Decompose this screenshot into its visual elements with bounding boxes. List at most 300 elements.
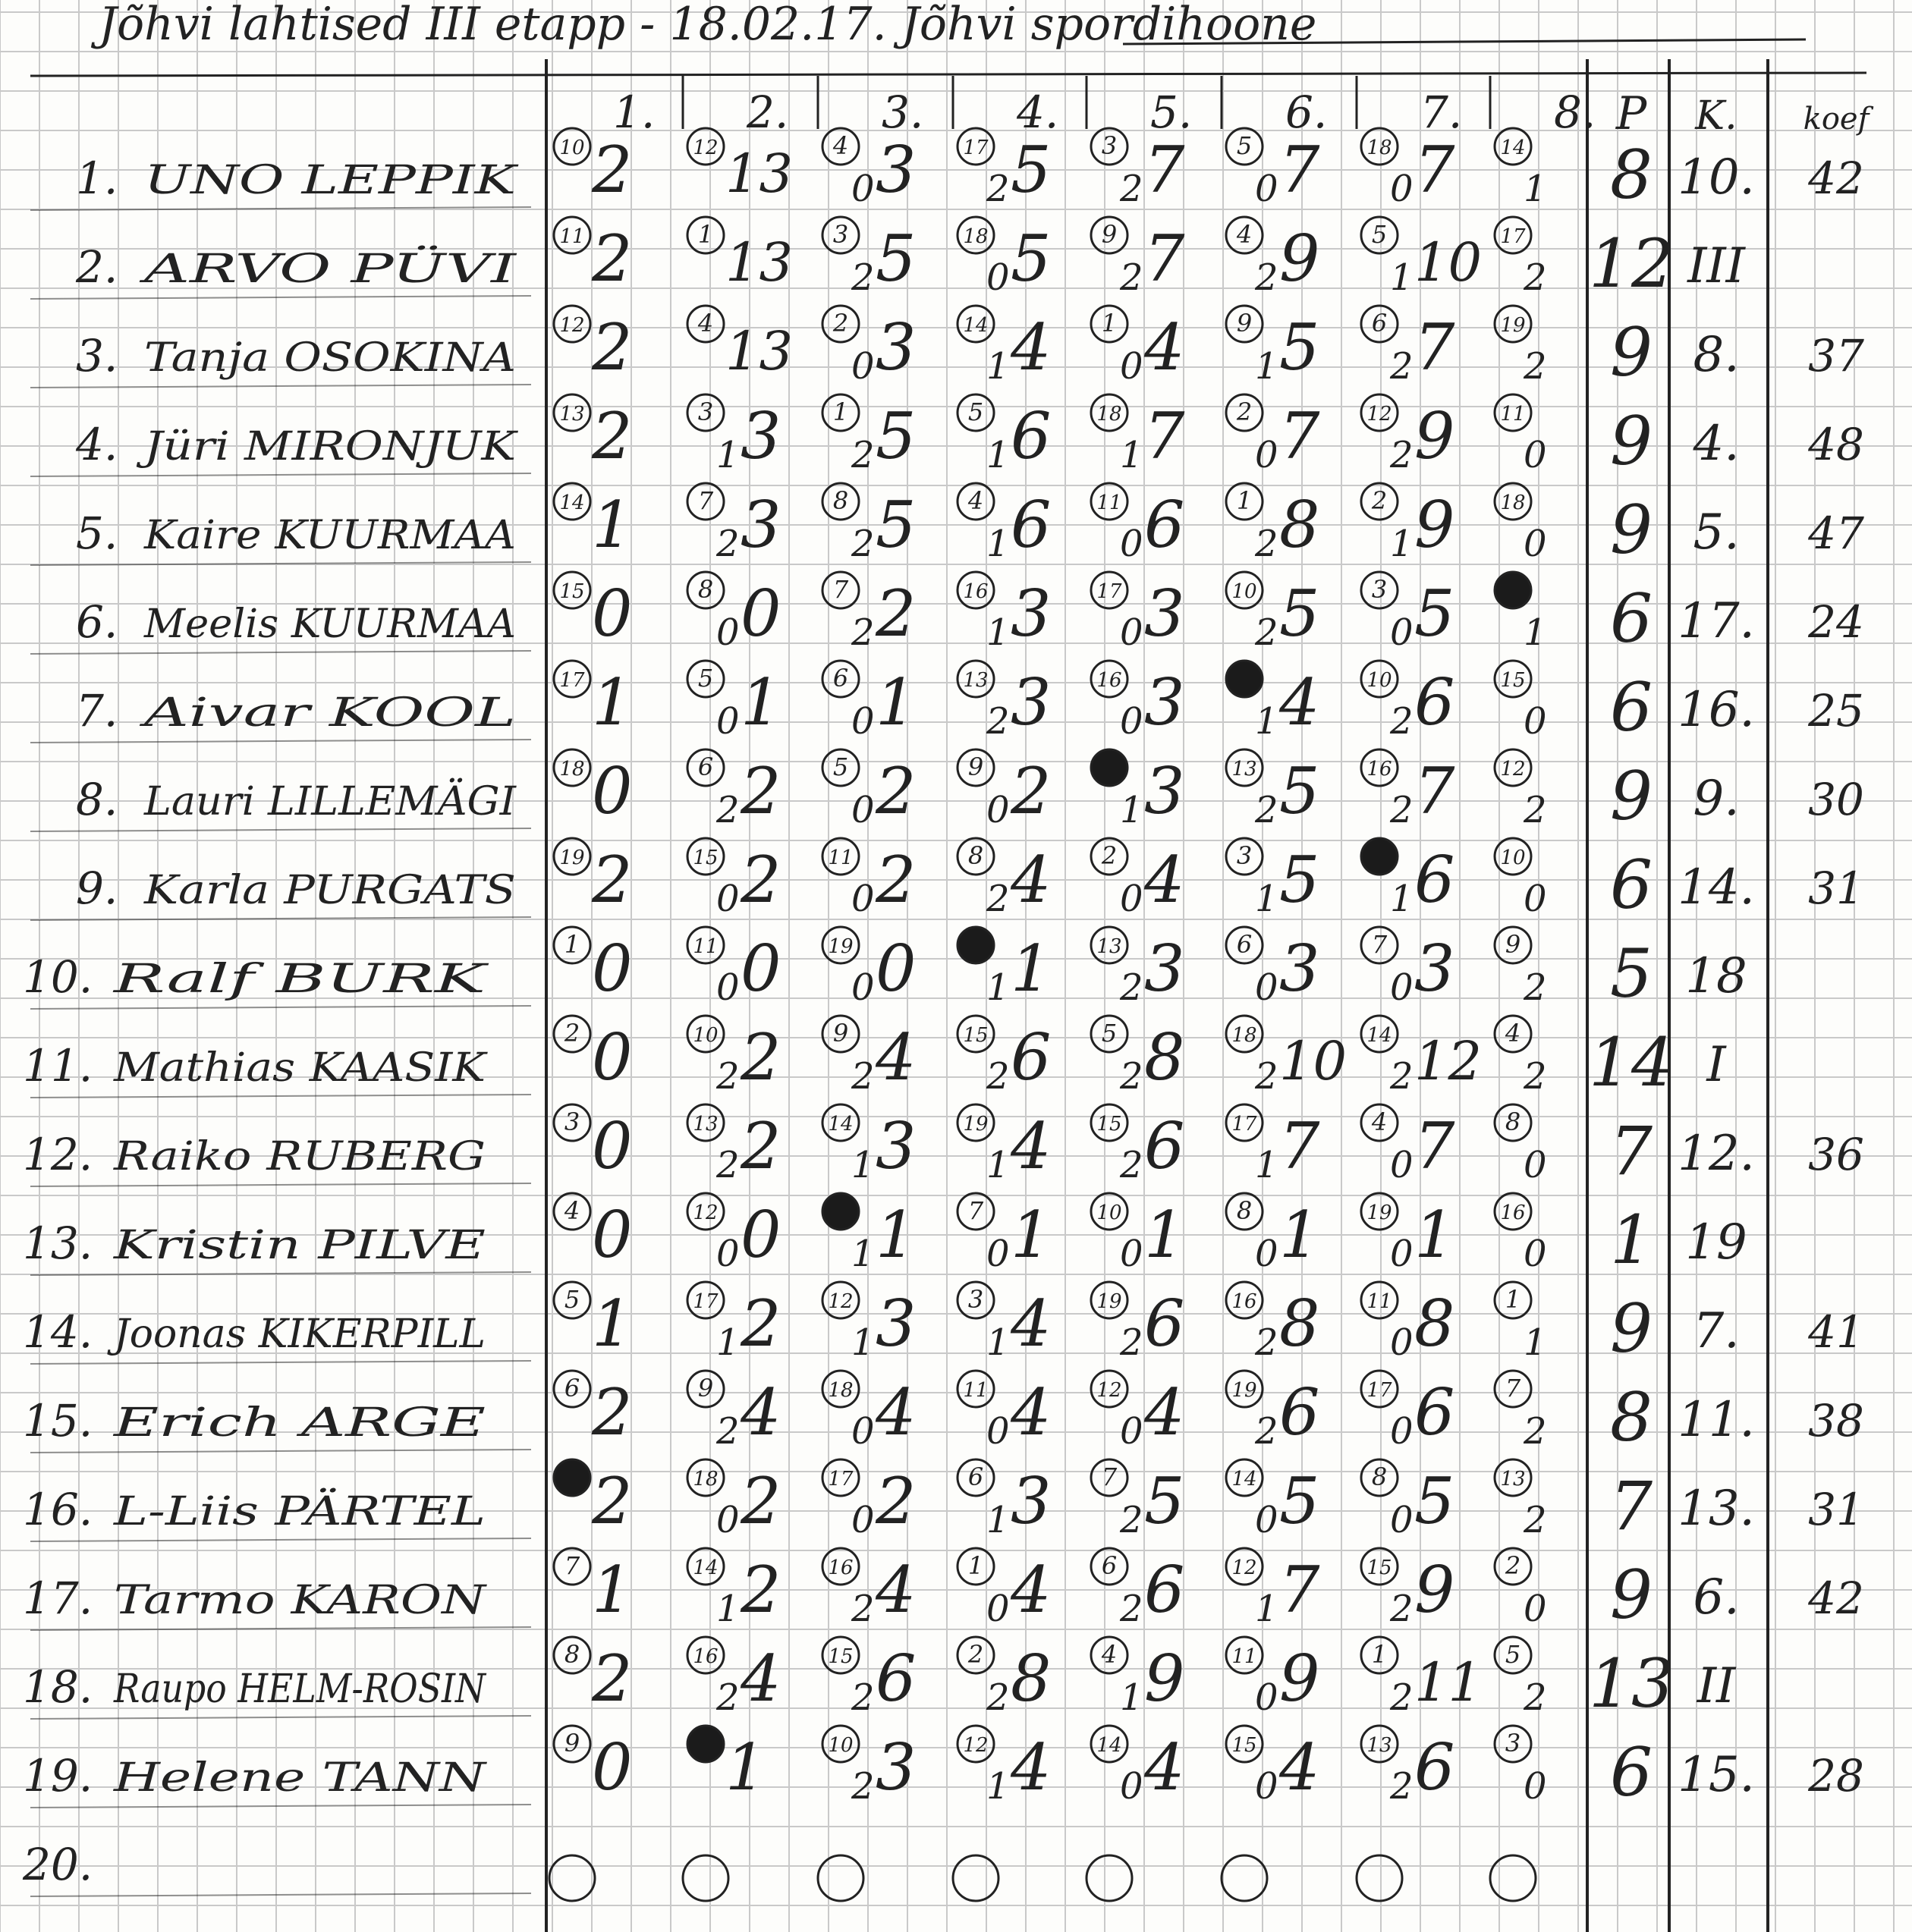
round-cell xyxy=(554,1726,632,1805)
opponent-circle-icon xyxy=(549,1855,595,1901)
cumulative-points: 4 xyxy=(1279,1730,1320,1805)
opponent-number: 19 xyxy=(963,1113,989,1136)
opponent-number: 17 xyxy=(963,137,989,159)
cumulative-points: 10 xyxy=(1414,231,1483,294)
cumulative-points: 1 xyxy=(592,665,633,740)
player-number: 20. xyxy=(23,1839,93,1890)
cumulative-points: 2 xyxy=(876,843,917,917)
cumulative-points: 0 xyxy=(592,1198,633,1272)
koef-value: 41 xyxy=(1808,1306,1864,1358)
round-cell xyxy=(958,217,1051,299)
round-cell xyxy=(1222,1855,1267,1901)
opponent-number: 18 xyxy=(1366,137,1392,159)
cumulative-points: 7 xyxy=(1414,310,1455,385)
bye-mark-icon xyxy=(822,1193,859,1230)
game-result: 2 xyxy=(1524,1410,1547,1453)
player-number: 15. xyxy=(23,1395,93,1447)
cumulative-points: 5 xyxy=(1144,1464,1185,1538)
player-number: 9. xyxy=(76,862,118,914)
player-number: 1. xyxy=(76,152,118,204)
koef-value: 42 xyxy=(1808,1572,1864,1624)
round-header: 4. xyxy=(1017,86,1059,138)
opponent-number: 16 xyxy=(828,1557,854,1579)
name-underline xyxy=(30,473,531,476)
opponent-number: 2 xyxy=(1371,486,1388,515)
opponent-number: 3 xyxy=(1236,841,1253,870)
round-cell xyxy=(958,661,1051,743)
game-result: 1 xyxy=(1255,1144,1278,1186)
cumulative-points: 2 xyxy=(876,1464,917,1538)
cumulative-points: 5 xyxy=(1279,310,1320,385)
game-result: 0 xyxy=(986,1588,1010,1630)
game-result: 2 xyxy=(851,1676,875,1719)
cumulative-points: 4 xyxy=(876,1020,917,1095)
koef-value: 25 xyxy=(1808,685,1864,737)
final-place: 19 xyxy=(1685,1214,1747,1271)
name-underline xyxy=(30,828,531,831)
round-cell xyxy=(1361,661,1454,743)
table-row xyxy=(23,1637,1737,1723)
table-row xyxy=(23,927,1747,1013)
round-cell xyxy=(822,572,916,654)
round-cell xyxy=(554,306,632,385)
game-result: 2 xyxy=(1120,966,1143,1009)
opponent-number: 11 xyxy=(693,935,719,958)
round-cell xyxy=(1226,1726,1319,1808)
game-result: 2 xyxy=(851,434,875,476)
opponent-number: 1 xyxy=(564,930,580,959)
round-cell xyxy=(1226,1016,1347,1098)
opponent-number: 12 xyxy=(559,314,585,337)
opponent-number: 1 xyxy=(1505,1285,1521,1314)
total-points: 9 xyxy=(1610,491,1653,569)
total-points: 7 xyxy=(1610,1112,1653,1190)
player-name: Ralf BURK xyxy=(112,957,490,1002)
game-result: 2 xyxy=(1390,1765,1414,1808)
opponent-number: 18 xyxy=(1096,403,1122,426)
game-result: 2 xyxy=(1120,256,1143,299)
opponent-number: 10 xyxy=(1366,669,1392,692)
round-cell xyxy=(1361,1016,1482,1098)
opponent-number: 1 xyxy=(1236,486,1253,515)
cumulative-points: 6 xyxy=(876,1641,917,1716)
final-place: 4. xyxy=(1693,416,1740,472)
player-name: Joonas KIKERPILL xyxy=(107,1312,486,1357)
opponent-number: 10 xyxy=(559,137,585,159)
total-points: 8 xyxy=(1610,1378,1653,1456)
koef-value: 42 xyxy=(1808,152,1864,204)
cumulative-points: 2 xyxy=(592,133,633,207)
cumulative-points: 7 xyxy=(1279,133,1320,207)
opponent-number: 8 xyxy=(1505,1107,1521,1136)
opponent-number: 1 xyxy=(697,220,714,249)
opponent-number: 12 xyxy=(828,1290,854,1313)
game-result: 0 xyxy=(1255,168,1278,210)
opponent-number: 13 xyxy=(559,403,585,426)
total-points: 5 xyxy=(1610,935,1653,1013)
opponent-number: 12 xyxy=(1231,1557,1257,1579)
opponent-number: 3 xyxy=(1505,1729,1521,1758)
round-cell xyxy=(822,1016,916,1098)
opponent-number: 5 xyxy=(832,752,849,781)
opponent-number: 3 xyxy=(832,220,849,249)
cumulative-points: 3 xyxy=(876,1109,917,1183)
opponent-number: 12 xyxy=(693,1202,719,1224)
final-place: 14. xyxy=(1678,859,1755,916)
game-result: 1 xyxy=(1524,1321,1547,1364)
opponent-number: 14 xyxy=(963,314,989,337)
game-result: 2 xyxy=(1120,168,1143,210)
bye-mark-icon xyxy=(958,927,994,963)
opponent-number: 18 xyxy=(559,758,585,781)
cumulative-points: 3 xyxy=(1144,754,1185,828)
game-result: 0 xyxy=(1390,1144,1414,1186)
opponent-number: 18 xyxy=(1231,1024,1257,1047)
cumulative-points: 0 xyxy=(741,576,781,651)
opponent-number: 11 xyxy=(1500,403,1526,426)
opponent-number: 14 xyxy=(828,1113,854,1136)
game-result: 2 xyxy=(1255,611,1278,654)
opponent-number: 15 xyxy=(1096,1113,1122,1136)
game-result: 2 xyxy=(851,523,875,565)
opponent-number: 9 xyxy=(832,1019,849,1048)
game-result: 2 xyxy=(1390,1588,1414,1630)
opponent-number: 9 xyxy=(1236,309,1253,338)
opponent-number: 7 xyxy=(1371,930,1388,959)
game-result: 0 xyxy=(716,700,740,743)
game-result: 0 xyxy=(851,878,875,920)
player-number: 12. xyxy=(23,1129,93,1180)
opponent-number: 17 xyxy=(559,669,585,692)
opponent-circle-icon xyxy=(1490,1855,1536,1901)
opponent-number: 16 xyxy=(963,580,989,603)
opponent-number: 5 xyxy=(1505,1640,1521,1669)
game-result: 1 xyxy=(1390,523,1414,565)
total-points: 6 xyxy=(1610,1733,1653,1811)
round-cell xyxy=(687,1282,781,1364)
opponent-number: 11 xyxy=(1096,492,1122,514)
game-result: 2 xyxy=(1390,434,1414,476)
round-cell xyxy=(822,661,916,743)
game-result: 1 xyxy=(1255,345,1278,388)
cumulative-points: 6 xyxy=(1414,665,1455,740)
player-number: 10. xyxy=(23,951,93,1003)
cumulative-points: 1 xyxy=(592,1553,633,1627)
game-result: 0 xyxy=(1255,1765,1278,1808)
player-number: 8. xyxy=(76,774,118,825)
cumulative-points: 4 xyxy=(1144,310,1185,385)
player-name: Erich ARGE xyxy=(112,1400,486,1446)
total-points: 12 xyxy=(1589,225,1674,303)
round-cell xyxy=(554,217,632,296)
koef-value: 38 xyxy=(1808,1395,1864,1447)
player-number: 2. xyxy=(76,241,118,293)
cumulative-points: 5 xyxy=(1414,1464,1455,1538)
game-result: 0 xyxy=(1390,168,1414,210)
cumulative-points: 5 xyxy=(1011,133,1052,207)
opponent-number: 5 xyxy=(1101,1019,1118,1048)
opponent-number: 2 xyxy=(564,1019,580,1048)
opponent-number: 7 xyxy=(697,486,714,515)
cumulative-points: 11 xyxy=(1414,1651,1483,1714)
game-result: 1 xyxy=(986,1321,1010,1364)
cumulative-points: 13 xyxy=(725,143,794,205)
cumulative-points: 3 xyxy=(876,310,917,385)
header-rule xyxy=(30,73,1866,76)
game-result: 2 xyxy=(716,523,740,565)
cumulative-points: 2 xyxy=(592,843,633,917)
opponent-number: 5 xyxy=(697,664,714,693)
koef-value: 30 xyxy=(1808,774,1864,825)
opponent-number: 19 xyxy=(1231,1379,1257,1402)
cumulative-points: 0 xyxy=(741,1198,781,1272)
round-cell xyxy=(687,1726,766,1805)
name-underline xyxy=(30,1450,531,1453)
game-result: 2 xyxy=(1524,1499,1547,1541)
cumulative-points: 2 xyxy=(1011,754,1052,828)
final-place: 15. xyxy=(1678,1747,1755,1803)
opponent-number: 10 xyxy=(1500,847,1526,869)
game-result: 1 xyxy=(851,1233,875,1275)
round-cell xyxy=(687,306,793,382)
game-result: 0 xyxy=(1390,1321,1414,1364)
round-cell xyxy=(958,1016,1051,1098)
round-cell xyxy=(687,1016,781,1098)
player-number: 17. xyxy=(23,1572,93,1624)
game-result: 1 xyxy=(986,523,1010,565)
cumulative-points: 3 xyxy=(1414,931,1455,1006)
cumulative-points: 7 xyxy=(1144,133,1185,207)
cumulative-points: 2 xyxy=(741,843,781,917)
opponent-number: 6 xyxy=(1236,930,1253,959)
round-cell xyxy=(958,1282,1051,1364)
game-result: 0 xyxy=(1524,1588,1547,1630)
koef-header: koef xyxy=(1803,102,1870,137)
opponent-number: 11 xyxy=(963,1379,989,1402)
cumulative-points: 7 xyxy=(1144,221,1185,296)
opponent-number: 7 xyxy=(967,1196,984,1225)
opponent-number: 15 xyxy=(963,1024,989,1047)
game-result: 2 xyxy=(1120,1499,1143,1541)
cumulative-points: 1 xyxy=(741,665,781,740)
round-cell xyxy=(1361,306,1455,388)
opponent-number: 13 xyxy=(1096,935,1122,958)
opponent-number: 1 xyxy=(832,397,849,426)
game-result: 2 xyxy=(1524,1676,1547,1719)
player-number: 16. xyxy=(23,1484,93,1535)
total-points: 1 xyxy=(1610,1201,1653,1279)
cumulative-points: 0 xyxy=(592,576,633,651)
game-result: 0 xyxy=(851,345,875,388)
player-name: Tanja OSOKINA xyxy=(144,335,516,381)
game-result: 2 xyxy=(1255,523,1278,565)
round-cell xyxy=(687,1371,781,1453)
opponent-number: 8 xyxy=(1236,1196,1253,1225)
cumulative-points: 8 xyxy=(1144,1020,1185,1095)
player-name: Jüri MIRONJUK xyxy=(136,424,519,470)
opponent-number: 6 xyxy=(1371,309,1388,338)
total-points: 6 xyxy=(1610,846,1653,924)
cumulative-points: 6 xyxy=(1011,1020,1052,1095)
game-result: 0 xyxy=(1255,434,1278,476)
final-place: I xyxy=(1706,1037,1726,1093)
round-header: 5. xyxy=(1150,86,1193,138)
total-points: 6 xyxy=(1610,668,1653,746)
cumulative-points: 4 xyxy=(1144,1730,1185,1805)
opponent-number: 11 xyxy=(828,847,854,869)
game-result: 2 xyxy=(1524,1055,1547,1098)
game-result: 0 xyxy=(1390,1499,1414,1541)
cumulative-points: 1 xyxy=(876,665,917,740)
round-cell xyxy=(953,1855,998,1901)
round-cell xyxy=(1226,1637,1319,1719)
opponent-number: 13 xyxy=(693,1113,719,1136)
bye-mark-icon xyxy=(1495,572,1531,608)
cumulative-points: 2 xyxy=(592,221,633,296)
table-row xyxy=(23,1016,1727,1101)
round-cell xyxy=(687,572,781,654)
cumulative-points: 4 xyxy=(741,1641,781,1716)
opponent-number: 2 xyxy=(967,1640,984,1669)
opponent-number: 11 xyxy=(1366,1290,1392,1313)
cumulative-points: 13 xyxy=(725,231,794,294)
game-result: 0 xyxy=(986,1233,1010,1275)
opponent-number: 8 xyxy=(832,486,849,515)
cumulative-points: 6 xyxy=(1414,1375,1455,1450)
round-cell xyxy=(687,128,793,205)
final-place: 16. xyxy=(1678,682,1755,738)
opponent-circle-icon xyxy=(1222,1855,1267,1901)
round-cell xyxy=(958,1371,1051,1453)
game-result: 0 xyxy=(1524,1233,1547,1275)
cumulative-points: 1 xyxy=(1279,1198,1320,1272)
game-result: 0 xyxy=(986,256,1010,299)
player-name: L-Liis PÄRTEL xyxy=(114,1489,400,1535)
round-cell xyxy=(554,1016,632,1095)
opponent-number: 4 xyxy=(1101,1640,1118,1669)
opponent-number: 16 xyxy=(1500,1202,1526,1224)
cumulative-points: 8 xyxy=(1011,1641,1052,1716)
cumulative-points: 4 xyxy=(741,1375,781,1450)
opponent-number: 17 xyxy=(693,1290,719,1313)
player-name: Tarmo KARON xyxy=(114,1578,487,1623)
name-underline xyxy=(30,1716,531,1719)
koef-value: 31 xyxy=(1808,862,1864,914)
opponent-number: 8 xyxy=(967,841,984,870)
koef-value: 47 xyxy=(1808,507,1864,559)
cumulative-points: 3 xyxy=(1011,576,1052,651)
opponent-number: 14 xyxy=(693,1557,719,1579)
game-result: 0 xyxy=(1120,611,1143,654)
final-place: 9. xyxy=(1693,771,1740,827)
game-result: 2 xyxy=(851,256,875,299)
cumulative-points: 7 xyxy=(1414,754,1455,828)
opponent-number: 9 xyxy=(697,1374,714,1403)
final-place: 13. xyxy=(1678,1481,1755,1537)
round-cell xyxy=(554,1104,632,1183)
player-number: 4. xyxy=(76,419,118,470)
round-cell xyxy=(958,1637,1051,1719)
game-result: 1 xyxy=(1524,168,1547,210)
player-name: Mathias KAASIK xyxy=(112,1045,489,1091)
cumulative-points: 9 xyxy=(1279,1641,1320,1716)
opponent-number: 8 xyxy=(564,1640,580,1669)
player-name: Helene TANN xyxy=(112,1755,488,1801)
opponent-number: 14 xyxy=(1096,1734,1122,1757)
opponent-number: 6 xyxy=(697,752,714,781)
opponent-number: 13 xyxy=(1366,1734,1392,1757)
round-cell xyxy=(687,927,781,1009)
game-result: 2 xyxy=(1390,789,1414,831)
game-result: 2 xyxy=(851,1588,875,1630)
total-points: 7 xyxy=(1610,1467,1653,1545)
cumulative-points: 7 xyxy=(1144,399,1185,473)
game-result: 0 xyxy=(851,1499,875,1541)
game-result: 0 xyxy=(986,1410,1010,1453)
round-cell xyxy=(1490,1855,1536,1901)
opponent-number: 11 xyxy=(1231,1645,1257,1668)
cumulative-points: 0 xyxy=(592,1730,633,1805)
koef-value: 28 xyxy=(1808,1750,1864,1802)
sheet-title: Jõhvi lahtised III etapp - 18.02.17. Jõhvi spordihoone xyxy=(99,0,1317,51)
game-result: 0 xyxy=(1120,700,1143,743)
game-result: 0 xyxy=(1120,523,1143,565)
cumulative-points: 0 xyxy=(592,1109,633,1183)
round-cell xyxy=(822,927,916,1009)
table-row xyxy=(30,217,1747,303)
opponent-number: 4 xyxy=(1505,1019,1521,1048)
opponent-number: 17 xyxy=(1366,1379,1392,1402)
game-result: 2 xyxy=(1524,345,1547,388)
game-result: 1 xyxy=(986,434,1010,476)
name-underline xyxy=(30,385,531,388)
opponent-number: 6 xyxy=(967,1462,984,1491)
game-result: 1 xyxy=(986,966,1010,1009)
game-result: 0 xyxy=(1120,1765,1143,1808)
cumulative-points: 6 xyxy=(1144,488,1185,562)
table-row xyxy=(22,1839,1536,1901)
cumulative-points: 4 xyxy=(1011,1375,1052,1450)
game-result: 1 xyxy=(1120,434,1143,476)
round-cell xyxy=(554,927,632,1006)
cumulative-points: 4 xyxy=(1279,665,1320,740)
opponent-number: 19 xyxy=(1366,1202,1392,1224)
opponent-number: 13 xyxy=(1231,758,1257,781)
player-name: Raupo HELM-ROSIN xyxy=(113,1667,487,1712)
cumulative-points: 8 xyxy=(1414,1286,1455,1361)
opponent-number: 1 xyxy=(967,1551,984,1580)
name-underline xyxy=(30,651,531,654)
game-result: 2 xyxy=(1524,256,1547,299)
game-result: 1 xyxy=(1255,878,1278,920)
opponent-circle-icon xyxy=(1357,1855,1402,1901)
game-result: 2 xyxy=(1255,1410,1278,1453)
game-result: 0 xyxy=(716,1233,740,1275)
cumulative-points: 2 xyxy=(592,1464,633,1538)
game-result: 1 xyxy=(986,1499,1010,1541)
round-cell xyxy=(554,572,632,651)
cumulative-points: 3 xyxy=(1279,931,1320,1006)
game-result: 0 xyxy=(1255,966,1278,1009)
opponent-number: 10 xyxy=(1096,1202,1122,1224)
game-result: 0 xyxy=(1255,1676,1278,1719)
opponent-number: 17 xyxy=(828,1468,854,1491)
opponent-number: 8 xyxy=(1371,1462,1388,1491)
opponent-number: 12 xyxy=(1500,758,1526,781)
cumulative-points: 0 xyxy=(592,754,633,828)
game-result: 0 xyxy=(716,1499,740,1541)
opponent-circle-icon xyxy=(953,1855,998,1901)
